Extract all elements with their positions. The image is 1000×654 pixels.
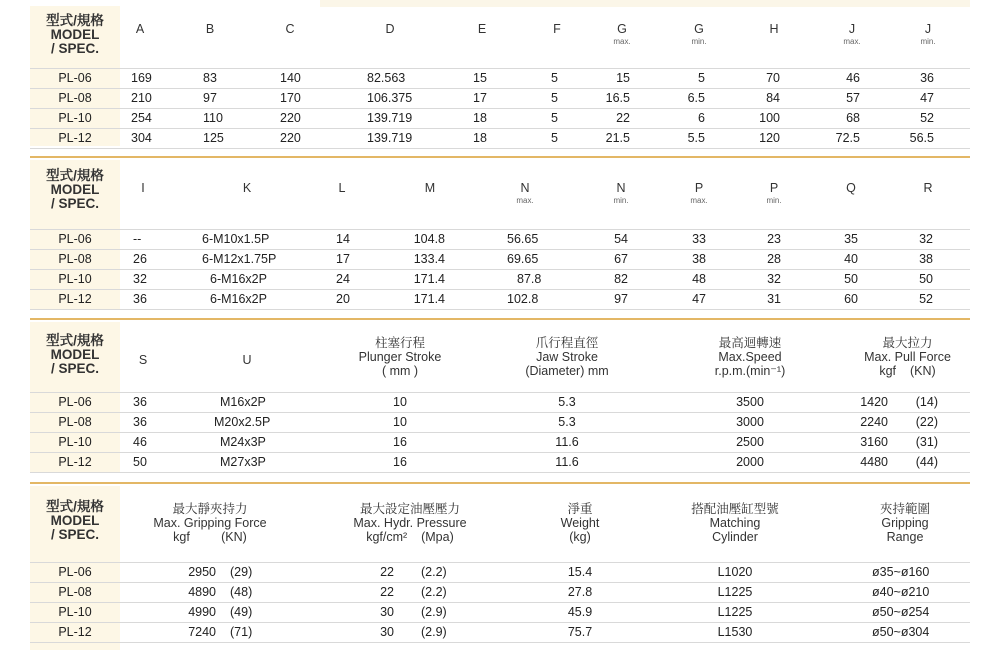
cell-pull-kn: (14)	[915, 395, 938, 409]
cell-jaw-stroke: 11.6	[555, 435, 579, 449]
cell-gripping-range: ø35~ø160	[872, 565, 930, 579]
cell-g-max: 22	[616, 111, 630, 125]
cell-p-max: 47	[692, 292, 706, 306]
cell-grip-kn: (49)	[230, 605, 253, 619]
cell-i: --	[133, 232, 142, 246]
header-p-max: P max.	[690, 181, 708, 205]
model-header-cn: 型式/規格	[46, 333, 104, 348]
cell-e: 18	[473, 131, 487, 145]
model-header-spec: / SPEC.	[50, 361, 99, 376]
cell-max-speed: 2000	[736, 455, 764, 469]
cell-m: 171.4	[413, 292, 445, 306]
cell-p-min: 23	[767, 232, 781, 246]
cell-h: 70	[766, 71, 780, 85]
cell-plunger-stroke: 10	[393, 395, 407, 409]
cell-pull-kgf: 3160	[860, 435, 888, 449]
cell-n-min: 54	[614, 232, 628, 246]
cell-c: 140	[280, 71, 301, 85]
model-spec-header	[30, 334, 120, 376]
cell-e: 17	[473, 91, 487, 105]
cell-s: 36	[133, 415, 147, 429]
cell-l: 14	[336, 232, 350, 246]
cell-h: 120	[759, 131, 780, 145]
model-header-cn: 型式/規格	[46, 168, 104, 183]
cell-r: 32	[919, 232, 933, 246]
header-b: B	[205, 22, 215, 36]
cell-r: 50	[919, 272, 933, 286]
cell-f: 5	[551, 131, 558, 145]
header-l: L	[338, 181, 346, 195]
cell-i: 36	[133, 292, 147, 306]
cell-k: 6-M12x1.75P	[202, 252, 277, 266]
model-cell: PL-12	[58, 131, 92, 145]
table-row	[30, 452, 970, 473]
cell-hydr-mpa: (2.2)	[421, 565, 447, 579]
cell-grip-kn: (71)	[230, 625, 253, 639]
cell-pull-kn: (44)	[915, 455, 938, 469]
cell-plunger-stroke: 16	[393, 435, 407, 449]
model-header-spec: / SPEC.	[50, 196, 99, 211]
cell-matching-cylinder: L1020	[717, 565, 753, 579]
cell-j-max: 57	[846, 91, 860, 105]
cell-hydr-mpa: (2.9)	[421, 625, 447, 639]
cell-k: 6-M16x2P	[210, 292, 267, 306]
cell-g-min: 5.5	[687, 131, 705, 145]
model-spec-header	[30, 14, 120, 56]
cell-a: 254	[131, 111, 152, 125]
cell-grip-kgf: 2950	[188, 565, 216, 579]
table-row	[30, 249, 970, 269]
cell-u: M16x2P	[220, 395, 266, 409]
cell-m: 171.4	[413, 272, 445, 286]
cell-plunger-stroke: 16	[393, 455, 407, 469]
cell-n-max: 56.65	[507, 232, 539, 246]
section-divider	[30, 156, 970, 158]
model-cell: PL-08	[58, 415, 92, 429]
cell-matching-cylinder: L1225	[717, 605, 753, 619]
cell-b: 83	[203, 71, 217, 85]
cell-pull-kn: (31)	[915, 435, 938, 449]
cell-f: 5	[551, 111, 558, 125]
cell-k: 6-M16x2P	[210, 272, 267, 286]
cell-a: 169	[131, 71, 152, 85]
model-cell: PL-06	[58, 395, 92, 409]
cell-r: 52	[919, 292, 933, 306]
cell-pull-kgf: 1420	[860, 395, 888, 409]
cell-d: 82.563	[367, 71, 406, 85]
cell-jaw-stroke: 5.3	[558, 415, 576, 429]
cell-hydr-kgf: 30	[380, 625, 394, 639]
cell-grip-kn: (29)	[230, 565, 253, 579]
cell-g-min: 6.5	[687, 91, 705, 105]
table-row	[30, 432, 970, 452]
cell-p-min: 31	[767, 292, 781, 306]
cell-q: 60	[844, 292, 858, 306]
table-row	[30, 229, 970, 249]
cell-q: 40	[844, 252, 858, 266]
header-n-max: N max.	[516, 181, 534, 205]
cell-weight: 75.7	[567, 625, 593, 639]
cell-h: 84	[766, 91, 780, 105]
header-q: Q	[846, 181, 856, 195]
table-row	[30, 622, 970, 643]
header-e: E	[477, 22, 487, 36]
cell-j-max: 72.5	[835, 131, 860, 145]
model-cell: PL-06	[58, 232, 92, 246]
cell-max-speed: 3500	[736, 395, 764, 409]
cell-q: 50	[844, 272, 858, 286]
cell-n-max: 102.8	[507, 292, 539, 306]
cell-s: 46	[133, 435, 147, 449]
model-header-en: MODEL	[50, 27, 100, 42]
cell-weight: 15.4	[567, 565, 593, 579]
section-divider	[30, 318, 970, 320]
header-k: K	[242, 181, 252, 195]
table-row	[30, 88, 970, 108]
cell-weight: 27.8	[567, 585, 593, 599]
cell-h: 100	[759, 111, 780, 125]
header-max-hydr-pressure: 最大設定油壓壓力 Max. Hydr. Pressure kgf/cm² (Mpa)	[353, 502, 467, 544]
section-divider	[30, 482, 970, 484]
cell-j-min: 47	[920, 91, 934, 105]
cell-grip-kn: (48)	[230, 585, 253, 599]
cell-n-min: 82	[614, 272, 628, 286]
cell-i: 26	[133, 252, 147, 266]
header-weight: 淨重 Weight (kg)	[560, 502, 600, 544]
table-row	[30, 582, 970, 602]
cell-gripping-range: ø50~ø254	[872, 605, 930, 619]
cell-weight: 45.9	[567, 605, 593, 619]
header-j-max: J max.	[843, 22, 861, 46]
cell-r: 38	[919, 252, 933, 266]
cell-pull-kgf: 2240	[860, 415, 888, 429]
cell-max-speed: 3000	[736, 415, 764, 429]
cell-p-min: 28	[767, 252, 781, 266]
cell-p-max: 33	[692, 232, 706, 246]
header-i: I	[141, 181, 145, 195]
model-cell: PL-10	[58, 272, 92, 286]
header-max-pull-force: 最大拉力 Max. Pull Force kgf (KN)	[864, 336, 951, 378]
model-cell: PL-10	[58, 435, 92, 449]
header-j-min: J min.	[920, 22, 936, 46]
cell-g-min: 5	[698, 71, 705, 85]
header-c: C	[285, 22, 295, 36]
cell-d: 139.719	[367, 131, 413, 145]
header-d: D	[385, 22, 395, 36]
table-row	[30, 412, 970, 432]
cell-jaw-stroke: 11.6	[555, 455, 579, 469]
header-max-gripping-force: 最大靜夾持力 Max. Gripping Force kgf (KN)	[153, 502, 267, 544]
header-gripping-range: 夾持範圍 Gripping Range	[879, 502, 930, 544]
model-cell: PL-06	[58, 71, 92, 85]
cell-c: 220	[280, 111, 301, 125]
model-cell: PL-12	[58, 455, 92, 469]
cell-matching-cylinder: L1225	[717, 585, 753, 599]
cell-jaw-stroke: 5.3	[558, 395, 576, 409]
cell-b: 110	[203, 111, 223, 125]
model-cell: PL-10	[58, 111, 92, 125]
model-header-cn: 型式/規格	[46, 499, 104, 514]
cell-l: 20	[336, 292, 350, 306]
cell-s: 36	[133, 395, 147, 409]
model-cell: PL-12	[58, 625, 92, 639]
header-plunger-stroke: 柱塞行程 Plunger Stroke ( mm )	[358, 336, 442, 378]
cell-u: M24x3P	[220, 435, 266, 449]
cell-grip-kgf: 4890	[188, 585, 216, 599]
cell-e: 18	[473, 111, 487, 125]
model-header-en: MODEL	[50, 347, 100, 362]
table-row	[30, 269, 970, 289]
header-f: F	[553, 22, 561, 36]
model-spec-header	[30, 500, 120, 542]
model-cell: PL-08	[58, 252, 92, 266]
cell-g-max: 15	[616, 71, 630, 85]
header-g-min: G min.	[691, 22, 707, 46]
cell-hydr-kgf: 22	[380, 565, 394, 579]
header-a: A	[135, 22, 145, 36]
cell-c: 170	[280, 91, 301, 105]
cell-c: 220	[280, 131, 301, 145]
cell-m: 133.4	[413, 252, 445, 266]
cell-pull-kn: (22)	[915, 415, 938, 429]
cell-a: 210	[131, 91, 152, 105]
model-header-en: MODEL	[50, 513, 100, 528]
cell-d: 139.719	[367, 111, 413, 125]
cell-a: 304	[131, 131, 152, 145]
cell-f: 5	[551, 71, 558, 85]
cell-grip-kgf: 7240	[188, 625, 216, 639]
cell-n-min: 97	[614, 292, 628, 306]
model-header-spec: / SPEC.	[50, 527, 99, 542]
table-row	[30, 392, 970, 412]
cell-hydr-mpa: (2.2)	[421, 585, 447, 599]
cell-matching-cylinder: L1530	[717, 625, 753, 639]
cell-j-min: 52	[920, 111, 934, 125]
cell-i: 32	[133, 272, 147, 286]
cell-g-min: 6	[698, 111, 705, 125]
header-g-max: G max.	[613, 22, 631, 46]
cell-j-max: 68	[846, 111, 860, 125]
cell-j-max: 46	[846, 71, 860, 85]
cell-e: 15	[473, 71, 487, 85]
cell-q: 35	[844, 232, 858, 246]
cell-n-max: 87.8	[517, 272, 542, 286]
model-header-en: MODEL	[50, 182, 100, 197]
cell-l: 24	[336, 272, 350, 286]
cell-b: 97	[203, 91, 217, 105]
cell-g-max: 16.5	[605, 91, 630, 105]
cell-hydr-kgf: 30	[380, 605, 394, 619]
header-p-min: P min.	[766, 181, 782, 205]
cell-grip-kgf: 4990	[188, 605, 216, 619]
cell-b: 125	[203, 131, 224, 145]
cell-j-min: 56.5	[909, 131, 934, 145]
model-cell: PL-12	[58, 292, 92, 306]
cell-max-speed: 2500	[736, 435, 764, 449]
cell-gripping-range: ø40~ø210	[872, 585, 930, 599]
cell-p-min: 32	[767, 272, 781, 286]
model-header-spec: / SPEC.	[50, 41, 99, 56]
header-s: S	[138, 353, 148, 367]
table-row	[30, 108, 970, 128]
model-cell: PL-08	[58, 91, 92, 105]
model-cell: PL-10	[58, 605, 92, 619]
header-max-speed: 最高迴轉速 Max.Speed r.p.m.(min⁻¹)	[714, 336, 786, 378]
header-u: U	[242, 353, 252, 367]
header-jaw-stroke: 爪行程直徑 Jaw Stroke (Diameter) mm	[525, 336, 609, 378]
cell-s: 50	[133, 455, 147, 469]
cell-hydr-kgf: 22	[380, 585, 394, 599]
cell-n-max: 69.65	[507, 252, 539, 266]
header-matching-cylinder: 搭配油壓缸型號 Matching Cylinder	[691, 502, 779, 544]
cell-u: M27x3P	[220, 455, 266, 469]
table-row	[30, 562, 970, 582]
model-cell: PL-08	[58, 585, 92, 599]
cell-k: 6-M10x1.5P	[202, 232, 270, 246]
cell-hydr-mpa: (2.9)	[421, 605, 447, 619]
model-spec-header	[30, 169, 120, 211]
model-cell: PL-06	[58, 565, 92, 579]
cell-pull-kgf: 4480	[860, 455, 888, 469]
cell-m: 104.8	[413, 232, 445, 246]
cell-u: M20x2.5P	[214, 415, 271, 429]
cell-p-max: 48	[692, 272, 706, 286]
cell-l: 17	[336, 252, 350, 266]
table-row	[30, 289, 970, 310]
cell-plunger-stroke: 10	[393, 415, 407, 429]
header-h: H	[769, 22, 779, 36]
table-row	[30, 68, 970, 88]
header-n-min: N min.	[613, 181, 629, 205]
cell-f: 5	[551, 91, 558, 105]
cell-d: 106.375	[367, 91, 413, 105]
table-row	[30, 602, 970, 622]
table-row	[30, 128, 970, 149]
cell-g-max: 21.5	[605, 131, 630, 145]
cell-p-max: 38	[692, 252, 706, 266]
cell-n-min: 67	[614, 252, 628, 266]
header-r: R	[923, 181, 933, 195]
cell-gripping-range: ø50~ø304	[872, 625, 930, 639]
model-header-cn: 型式/規格	[46, 13, 104, 28]
cell-j-min: 36	[920, 71, 934, 85]
header-m: M	[424, 181, 436, 195]
